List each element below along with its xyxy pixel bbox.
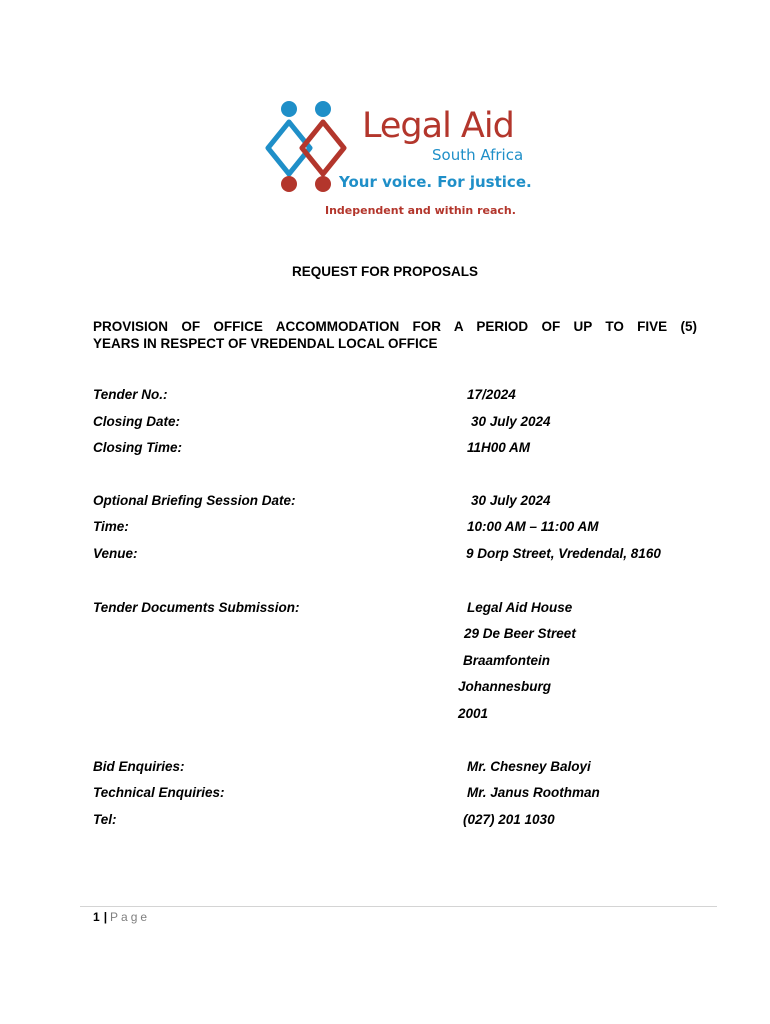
closing-time-value: 11H00 AM bbox=[467, 440, 531, 455]
address-line: Johannesburg bbox=[458, 679, 552, 694]
page-number: 1 bbox=[93, 910, 100, 924]
subject-line-1: PROVISION OF OFFICE ACCOMMODATION FOR A PERIOD OF UP TO FIVE (5) bbox=[93, 319, 697, 334]
page-word: Page bbox=[110, 910, 151, 924]
page-footer bbox=[93, 910, 150, 924]
technical-enquiries-value: Mr. Janus Roothman bbox=[467, 785, 600, 800]
briefing-time-label: Time: bbox=[93, 519, 129, 534]
tender-number-label: Tender No.: bbox=[93, 387, 168, 402]
briefing-date-value: 30 July 2024 bbox=[471, 493, 551, 508]
document-title: REQUEST FOR PROPOSALS bbox=[291, 264, 479, 279]
venue-label: Venue: bbox=[93, 546, 138, 561]
closing-date-label: Closing Date: bbox=[93, 414, 181, 429]
footer-separator: | bbox=[103, 910, 108, 924]
closing-time-label: Closing Time: bbox=[93, 440, 183, 455]
bid-enquiries-label: Bid Enquiries: bbox=[93, 759, 185, 774]
legal-aid-logo bbox=[262, 98, 552, 223]
address-line: 2001 bbox=[458, 706, 489, 721]
tender-number-value: 17/2024 bbox=[467, 387, 516, 402]
address-line: 29 De Beer Street bbox=[464, 626, 576, 641]
address-line: Legal Aid House bbox=[467, 600, 573, 615]
venue-value: 9 Dorp Street, Vredendal, 8160 bbox=[466, 546, 661, 561]
logo-region: South Africa bbox=[432, 146, 524, 164]
document-subject bbox=[93, 318, 697, 352]
footer-divider bbox=[80, 906, 717, 907]
briefing-date-label: Optional Briefing Session Date: bbox=[93, 493, 296, 508]
logo-slogan: Your voice. For justice. bbox=[339, 173, 532, 191]
tel-value: (027) 201 1030 bbox=[463, 812, 555, 827]
briefing-time-value: 10:00 AM – 11:00 AM bbox=[467, 519, 599, 534]
closing-date-value: 30 July 2024 bbox=[471, 414, 551, 429]
logo-tagline: Independent and within reach. bbox=[325, 204, 516, 217]
address-line: Braamfontein bbox=[463, 653, 551, 668]
subject-line-2: YEARS IN RESPECT OF VREDENDAL LOCAL OFFICE bbox=[93, 336, 438, 351]
logo-brand-name: Legal Aid bbox=[362, 106, 514, 146]
tel-label: Tel: bbox=[93, 812, 117, 827]
technical-enquiries-label: Technical Enquiries: bbox=[93, 785, 225, 800]
bid-enquiries-value: Mr. Chesney Baloyi bbox=[467, 759, 591, 774]
submission-label: Tender Documents Submission: bbox=[93, 600, 300, 615]
